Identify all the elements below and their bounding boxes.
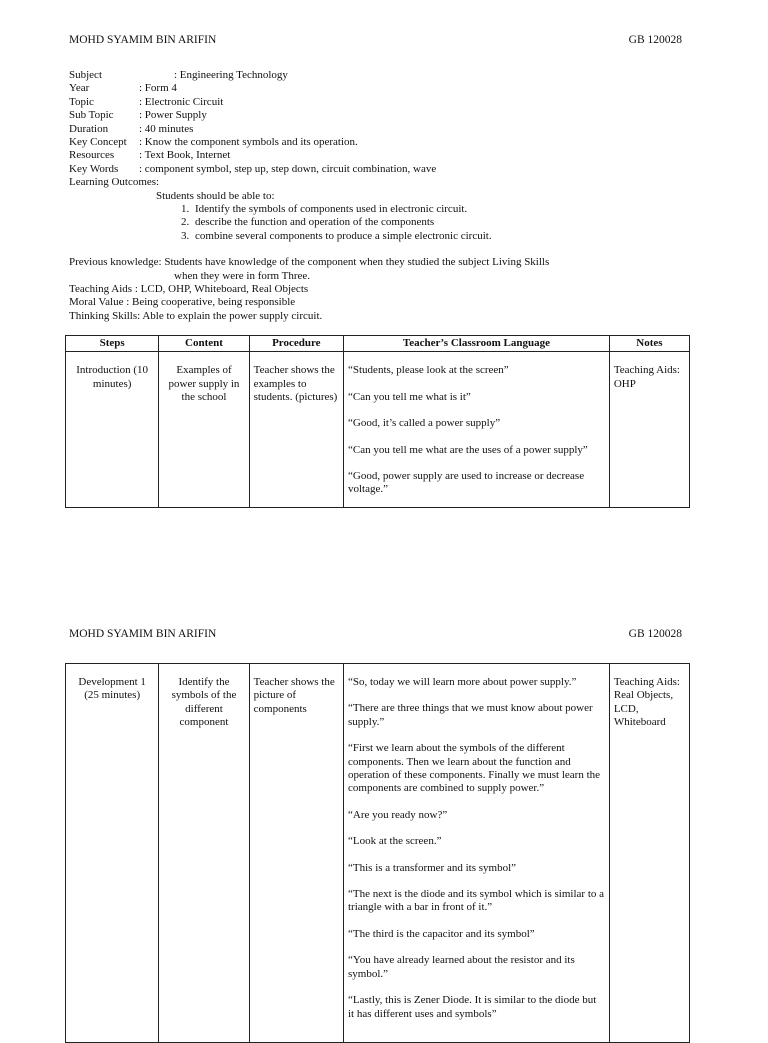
learning-outcomes-label (69, 176, 709, 189)
cell-procedure: Teacher shows the examples to students. (pictures) (249, 352, 343, 508)
lesson-plan-table (65, 335, 690, 508)
cell-steps: Development 1 (25 minutes) (66, 664, 159, 1043)
cell-notes: Teaching Aids: OHP (609, 352, 689, 508)
meta-value: : component symbol, step up, step down, circuit combination, wave (139, 162, 437, 175)
dialogue-line: “Are you ready now?” (348, 808, 448, 821)
meta-row-topic (69, 96, 709, 109)
meta-label: Duration (69, 122, 109, 135)
learning-outcomes-intro: Students should be able to: (156, 189, 275, 202)
meta-value: : Power Supply (139, 109, 207, 122)
cell-content: Identify the symbols of the different component (159, 664, 249, 1043)
meta-value: : Electronic Circuit (139, 95, 224, 108)
dialogue-line: “Good, power supply are used to increase or decrease voltage.” (348, 470, 585, 496)
column-header-notes: Notes (609, 336, 689, 352)
meta-row-subject (69, 69, 709, 82)
dialogue-line: “This is a transformer and its symbol” (348, 861, 517, 874)
meta-label: Subject (69, 69, 102, 81)
teaching-aids: Teaching Aids : LCD, OHP, Whiteboard, Real Objects (69, 282, 309, 295)
dialogue-line: “So, today we will learn more about power supply.” (348, 676, 577, 688)
meta-row-key-words (69, 163, 709, 176)
previous-knowledge-line: Previous knowledge: Students have knowledge of the component when they studied the subject Living Skills (69, 256, 550, 269)
author-name: MOHD SYAMIM BIN ARIFIN (69, 34, 217, 46)
cell-steps: Introduction (10 minutes) (66, 352, 159, 508)
cell-language (344, 664, 610, 1043)
previous-knowledge-line: when they were in form Three. (174, 269, 311, 282)
column-header-procedure: Procedure (249, 336, 343, 352)
author-name: MOHD SYAMIM BIN ARIFIN (69, 628, 217, 640)
cell-procedure: Teacher shows the picture of components (249, 664, 343, 1043)
meta-row-year (69, 82, 709, 95)
meta-label: Year (69, 82, 90, 95)
dialogue-line: “The next is the diode and its symbol which is similar to a triangle with a bar in front of it.” (348, 888, 605, 914)
meta-row-subtopic (69, 109, 709, 122)
learning-outcomes-list (69, 203, 709, 243)
dialogue-line: “Students, please look at the screen” (348, 364, 509, 377)
student-code: GB 120028 (628, 34, 682, 46)
meta-label: Sub Topic (69, 109, 114, 122)
dialogue-line: “The third is the capacitor and its symbol” (348, 927, 535, 940)
dialogue-line: “Look at the screen.” (348, 835, 442, 848)
cell-content: Examples of power supply in the school (159, 352, 249, 508)
meta-label: Key Words (69, 162, 119, 175)
list-item: 2. describe the function and operation of the components (192, 216, 709, 229)
lesson-plan-table-continued (65, 663, 690, 1043)
list-item: 1. Identify the symbols of components used in electronic circuit. (192, 203, 709, 216)
page-header (69, 628, 682, 641)
column-header-language: Teacher’s Classroom Language (344, 336, 610, 352)
dialogue-line: “You have already learned about the resistor and its symbol.” (348, 954, 575, 980)
dialogue-line: “Good, it’s called a power supply” (348, 417, 501, 430)
column-header-steps: Steps (66, 336, 159, 352)
dialogue-line: “Lastly, this is Zener Diode. It is similar to the diode but it has different uses and symbols” (348, 994, 597, 1020)
table-row (66, 352, 690, 508)
previous-knowledge (69, 256, 709, 283)
meta-label: Key Concept (69, 135, 127, 148)
meta-value: : 40 minutes (139, 122, 194, 135)
meta-value: : Form 4 (139, 82, 177, 95)
student-code: GB 120028 (628, 628, 682, 640)
meta-label: Resources (69, 149, 115, 162)
meta-row-key-concept (69, 136, 709, 149)
cell-language (344, 352, 610, 508)
page-header (69, 34, 682, 47)
cell-notes: Teaching Aids: Real Objects, LCD, Whiteboard (609, 664, 689, 1043)
list-item: 3. combine several components to produce a simple electronic circuit. (192, 230, 709, 243)
dialogue-line: “Can you tell me what are the uses of a power supply” (348, 443, 588, 456)
table-header-row (66, 336, 690, 352)
table-row (66, 664, 690, 1043)
meta-label: Topic (69, 95, 94, 108)
lesson-metadata (69, 69, 709, 323)
meta-value: : Engineering Technology (174, 69, 288, 81)
column-header-content: Content (159, 336, 249, 352)
learning-outcomes-heading: Learning Outcomes: (69, 176, 160, 189)
thinking-skills: Thinking Skills: Able to explain the power supply circuit. (69, 309, 323, 322)
meta-value: : Text Book, Internet (139, 149, 231, 162)
meta-value: : Know the component symbols and its operation. (139, 135, 358, 148)
meta-row-resources (69, 149, 709, 162)
dialogue-line: “First we learn about the symbols of the different components. Then we learn about the function and operation of these components. Finally we must learn the components are combined to supply power.” (348, 742, 601, 795)
dialogue-line: “There are three things that we must know about power supply.” (348, 702, 593, 728)
meta-row-duration (69, 123, 709, 136)
moral-value: Moral Value : Being cooperative, being responsible (69, 296, 296, 309)
dialogue-line: “Can you tell me what is it” (348, 390, 471, 403)
